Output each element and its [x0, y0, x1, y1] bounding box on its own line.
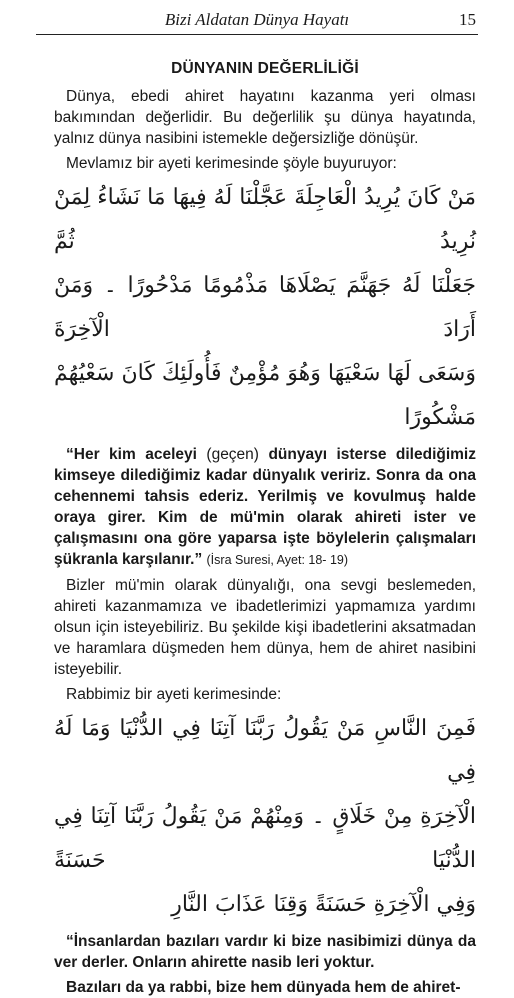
- arabic-verse-2-line: الْآخِرَةِ مِنْ خَلَاقٍ ۔ وَمِنْهُمْ مَنْ يَقُولُ رَبَّنَا آتِنَا فِي الدُّنْيَا حَسَنَةً: [54, 804, 476, 873]
- translation-1-part-2: dünyayı isterse dilediğimiz kimseye dilediğimiz kadar dünyalık veririz. Sonra da ona cehennemi tahsis ederiz. Yerilmiş ve kovulmuş halde oraya girer. Kim de mü'min olarak ahireti ister ve çalışmasını ona göre yaparsa işte böylelerin çalışmaları şükranla karşılanır.”: [54, 446, 476, 568]
- running-title: Bizi Aldatan Dünya Hayatı: [164, 10, 350, 29]
- verse-translation-2: “İnsanlardan bazıları vardır ki bize nasibimizi dünya da ver derler. Onların ahirette nasib leri yoktur.: [54, 933, 476, 971]
- translation-1-part-1: “Her kim aceleyi: [66, 446, 197, 463]
- arabic-verse-1-line: مَنْ كَانَ يُرِيدُ الْعَاجِلَةَ عَجَّلْنَا لَهُ فِيهَا مَا نَشَاءُ لِمَنْ نُرِيدُ ثُمَّ: [54, 185, 476, 254]
- arabic-verse-2-line: فَمِنَ النَّاسِ مَنْ يَقُولُ رَبَّنَا آتِنَا فِي الدُّنْيَا وَمَا لَهُ فِي: [54, 716, 476, 785]
- verse-translation-1: [54, 444, 476, 571]
- running-header: [36, 8, 478, 35]
- arabic-verse-1-line: وَسَعَى لَهَا سَعْيَهَا وَهُوَ مُؤْمِنٌ فَأُولَئِكَ كَانَ سَعْيُهُمْ مَشْكُورًا: [54, 361, 476, 430]
- verse-intro-2: Rabbimiz bir ayeti kerimesinde:: [66, 686, 282, 703]
- arabic-verse-2: [54, 707, 476, 927]
- verse-intro-1: Mevlamız bir ayeti kerimesinde şöyle buyuruyor:: [66, 155, 397, 172]
- page-content: [54, 60, 476, 998]
- verse-citation-1: (İsra Suresi, Ayet: 18- 19): [206, 553, 349, 567]
- page-number: 15: [459, 10, 476, 29]
- arabic-verse-1-line: جَعَلْنَا لَهُ جَهَنَّمَ يَصْلَاهَا مَذْمُومًا مَدْحُورًا ۔ وَمَنْ أَرَادَ الْآخِرَةَ: [54, 273, 476, 342]
- arabic-verse-2-line: وَفِي الْآخِرَةِ حَسَنَةً وَقِنَا عَذَابَ النَّارِ: [171, 892, 476, 917]
- arabic-verse-1: [54, 176, 476, 440]
- verse-translation-3: Bazıları da ya rabbi, bize hem dünyada hem de ahiret-: [66, 979, 461, 996]
- paragraph-2: Bizler mü'min olarak dünyalığı, ona sevgi beslemeden, ahireti kazanmamıza ve ibadetlerimizi yapmamıza yardımı olsun için isteyebiliriz. Bu şekilde kişi ibadetlerini aksatmadan ve haramlara düşmeden hem dünya, hem de ahiret nasibini isteyebilir.: [54, 577, 476, 678]
- paragraph-1: Dünya, ebedi ahiret hayatını kazanma yeri olması bakımından değerlidir. Bu değerlilik şu dünya hayatında, yalnız dünya nasibini istemekle değersizliğe dönüşür.: [54, 88, 476, 147]
- translation-1-gloss: (geçen): [206, 446, 259, 463]
- section-heading: DÜNYANIN DEĞERLİLİĞİ: [171, 60, 359, 77]
